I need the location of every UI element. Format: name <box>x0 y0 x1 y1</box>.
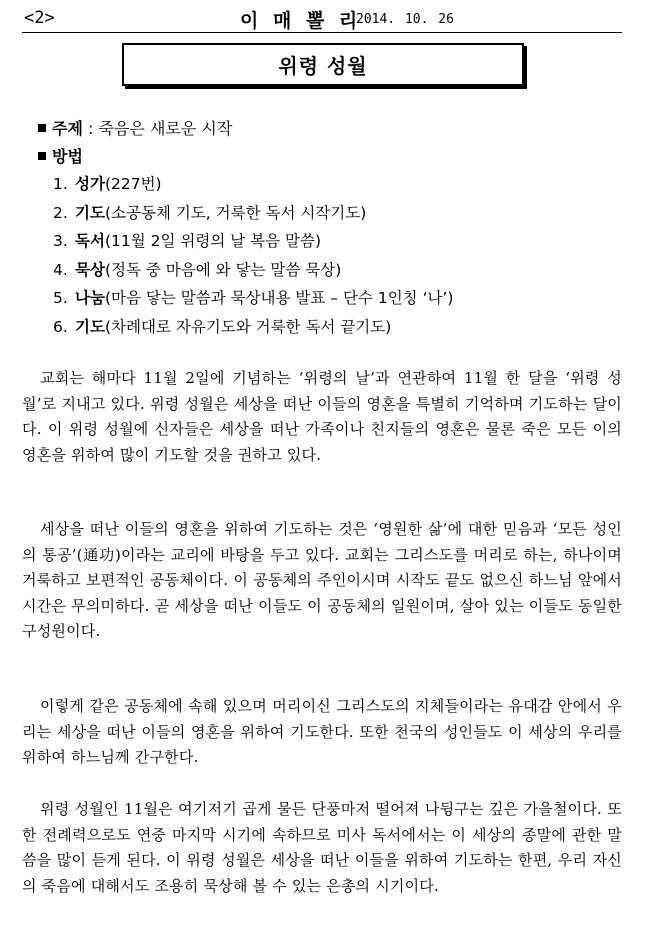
page-header <box>22 6 622 32</box>
square-bullet-icon <box>38 152 46 160</box>
list-item <box>53 315 453 344</box>
page-title: 위령 성월 <box>278 54 368 78</box>
topic-separator: : <box>82 119 99 138</box>
newsletter-name: 이 매 뽈 리 <box>240 10 362 32</box>
page-number: <2> <box>24 8 55 28</box>
step-number: 1. <box>53 175 68 193</box>
step-number: 4. <box>53 260 68 279</box>
step-name: 나눔 <box>75 289 105 307</box>
step-detail: (차례대로 자유기도와 거룩한 독서 끝기도) <box>104 317 392 336</box>
step-name: 기도 <box>75 317 105 336</box>
step-number: 5. <box>53 289 68 307</box>
header-rule <box>22 32 622 33</box>
step-detail: (정독 중 마음에 와 닿는 말씀 묵상) <box>104 260 342 279</box>
list-item <box>53 258 453 287</box>
list-item <box>53 286 453 315</box>
list-item <box>53 229 453 258</box>
method-heading <box>38 144 83 167</box>
issue-date: 2014. 10. 26 <box>356 12 454 27</box>
step-name: 독서 <box>75 232 105 250</box>
title-box <box>122 43 524 86</box>
step-number: 6. <box>53 317 68 336</box>
step-detail: (소공동체 기도, 거룩한 독서 시작기도) <box>104 203 367 222</box>
step-detail: (마음 닿는 말씀과 묵상내용 발표 – 단수 1인칭 ‘나’) <box>104 289 454 307</box>
step-name: 성가 <box>75 175 105 193</box>
method-steps <box>53 172 453 343</box>
body-paragraph-4: 위령 성월인 11월은 여기저기 곱게 물든 단풍마저 떨어져 나뒹구는 깊은 가을철이다. 또한 전례력으로도 연중 마지막 시기에 속하므로 미사 독서에서는 이 세상의 종말에 관한 말씀을 많이 듣게 된다. 이 위령 성월은 세상을 떠난 이들을 위하여 기도하는 한편, 우리 자신의 죽음에 대해서도 조용히 묵상해 볼 수 있는 은총의 시기이다. <box>22 800 622 895</box>
topic-line <box>38 116 232 139</box>
square-bullet-icon <box>38 124 46 132</box>
topic-value: 죽음은 새로운 시작 <box>98 119 233 138</box>
body-paragraph-2: 세상을 떠난 이들의 영혼을 위하여 기도하는 것은 ‘영원한 삶’에 대한 믿음과 ‘모든 성인의 통공’(通功)이라는 교리에 바탕을 두고 있다. 교회는 그리스도를 머리로 하는, 하나이며 거룩하고 보편적인 공동체이다. 이 공동체의 주인이시며 시작도 끝도 없으신 하느님 앞에서 시간은 무의미하다. 곧 세상을 떠난 이들도 이 공동체의 일원이며, 살아 있는 이들도 동일한 구성원이다. <box>22 520 622 640</box>
list-item <box>53 172 453 201</box>
step-detail: (11월 2일 위령의 날 복음 말씀) <box>104 232 321 250</box>
step-name: 묵상 <box>75 260 105 279</box>
body-paragraph-3: 이렇게 같은 공동체에 속해 있으며 머리이신 그리스도의 지체들이라는 유대감 안에서 우리는 세상을 떠난 이들의 영혼을 위하여 기도한다. 또한 천국의 성인들도 이 세상의 우리를 위하여 하느님께 간구한다. <box>22 697 622 766</box>
step-number: 2. <box>53 203 68 222</box>
topic-label: 주제 <box>52 119 83 138</box>
step-name: 기도 <box>75 203 105 222</box>
step-number: 3. <box>53 232 68 250</box>
step-detail: (227번) <box>104 175 162 193</box>
body-paragraph-1: 교회는 해마다 11월 2일에 기념하는 ‘위령의 날’과 연관하여 11월 한 달을 ‘위령 성월’로 지내고 있다. 위령 성월은 세상을 떠난 이들의 영혼을 특별히 기억하며 기도하는 달이다. 이 위령 성월에 신자들은 세상을 떠난 가족이나 친지들의 영혼은 물론 죽은 모든 이의 영혼을 위하여 많이 기도할 것을 권하고 있다. <box>22 369 622 464</box>
method-label: 방법 <box>52 147 83 166</box>
list-item <box>53 201 453 230</box>
